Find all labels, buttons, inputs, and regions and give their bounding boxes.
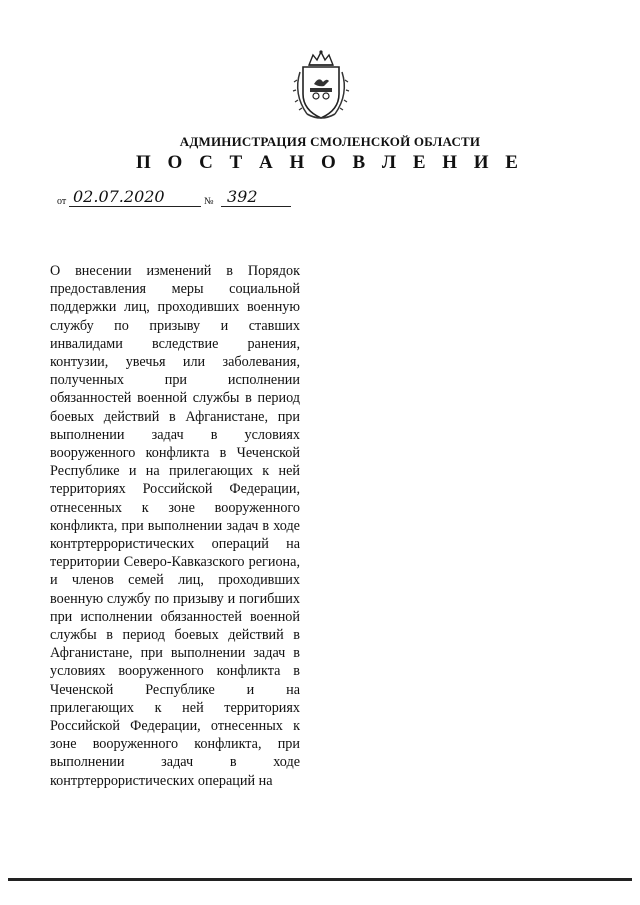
date-prefix: от <box>57 196 67 207</box>
agency-name: АДМИНИСТРАЦИЯ СМОЛЕНСКОЙ ОБЛАСТИ <box>179 134 481 149</box>
document-type-title: П О С Т А Н О В Л Е Н И Е <box>136 152 524 173</box>
bottom-divider <box>8 878 632 881</box>
coat-of-arms-icon <box>290 48 352 124</box>
number-prefix: № <box>204 196 214 207</box>
document-date: 02.07.2020 <box>69 188 201 207</box>
document-subject: О внесении изменений в Порядок предоставления меры социальной поддержки лиц, проходивших военную службу по призыву и ставших инвалидами вследствие ранения, контузии, увечья или заболевания, полученных при исполнении обязанностей военной службы в период боевых действий в Афганистане, при выполнении задач в условиях вооруженного конфликта в Чеченской Республике и на прилегающих к ней территориях Российской Федерации, отнесенных к зоне вооруженного конфликта, при выполнении задач в ходе контртеррористических операций на территории Северо-Кавказского региона, и членов семей лиц, проходивших военную службу по призыву и погибших при исполнении обязанностей военной службы в период боевых действий в Афганистане, при выполнении задач в условиях вооруженного конфликта в Чеченской Республике и на прилегающих к ней территориях Российской Федерации, отнесенных к зоне вооруженного конфликта, при выполнении задач в ходе контртеррористических операций на <box>50 263 300 789</box>
document-number: 392 <box>221 188 291 207</box>
